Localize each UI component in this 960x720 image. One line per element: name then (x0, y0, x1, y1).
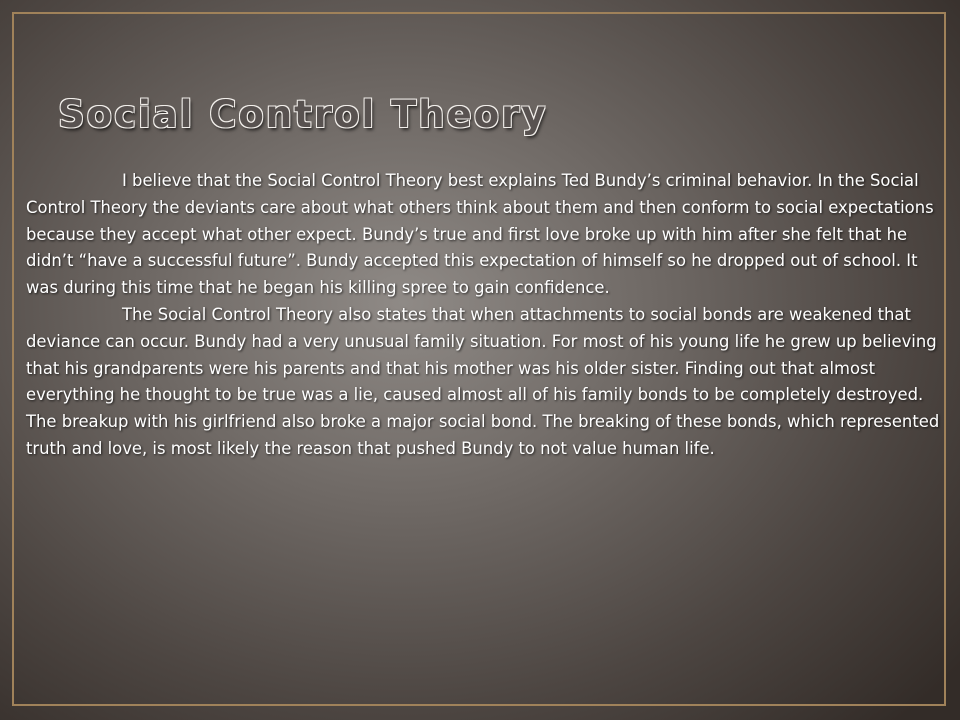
body-paragraph-1: I believe that the Social Control Theory best explains Ted Bundy’s criminal behavior. In the Social Control Theory the deviants care about what others think about them and then conform to social expectations because they accept what other expect. Bundy’s true and first love broke up with him after she felt that he didn’t “have a successful future”. Bundy accepted this expectation of himself so he dropped out of school. It was during this time that he began his killing spree to gain confidence. (26, 171, 934, 298)
slide-title: Social Control Theory (58, 93, 548, 136)
slide-body (26, 168, 942, 463)
body-paragraph-2: The Social Control Theory also states that when attachments to social bonds are weakened that deviance can occur. Bundy had a very unusual family situation. For most of his young life he grew up believing that his grandparents were his parents and that his mother was his older sister. Finding out that almost everything he thought to be true was a lie, caused almost all of his family bonds to be completely destroyed. The breakup with his girlfriend also broke a major social bond. The breaking of these bonds, which represented truth and love, is most likely the reason that pushed Bundy to not value human life. (26, 304, 940, 458)
